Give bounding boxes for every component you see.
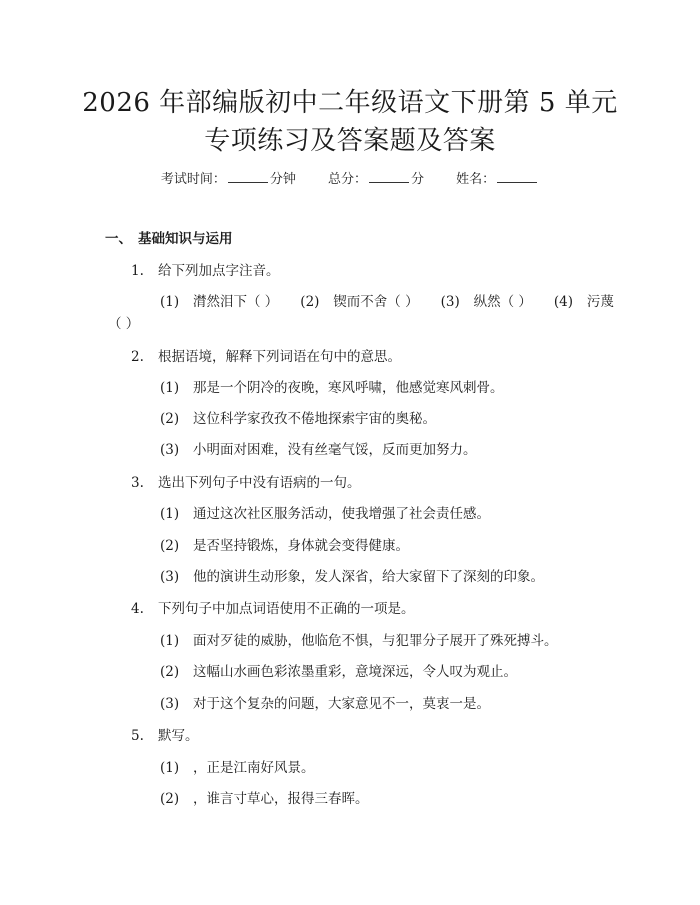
question-text: 给下列加点字注音。 bbox=[158, 263, 280, 279]
question-text: 下列句子中加点词语使用不正确的一项是。 bbox=[158, 601, 415, 617]
item-text: 锲而不舍（ ） bbox=[333, 294, 419, 310]
item-number: (2) bbox=[160, 791, 180, 807]
item-text: ，正是江南好风景。 bbox=[193, 760, 315, 776]
student-name-label: 姓名： bbox=[456, 172, 496, 187]
section-heading bbox=[105, 230, 233, 248]
sub-item bbox=[160, 568, 544, 586]
document-title-line1: 2026 年部编版初中二年级语文下册第 5 单元 bbox=[82, 88, 618, 118]
sub-item bbox=[160, 759, 315, 777]
sub-item bbox=[160, 505, 490, 523]
document-title-line2: 专项练习及答案题及答案 bbox=[204, 126, 496, 156]
question-1 bbox=[131, 262, 280, 280]
sub-item bbox=[160, 441, 477, 459]
item-number: (3) bbox=[160, 569, 180, 585]
total-score-unit: 分 bbox=[411, 172, 425, 187]
item-text: ，谁言寸草心，报得三春晖。 bbox=[193, 791, 369, 807]
sub-item bbox=[160, 695, 490, 713]
item-number: (1) bbox=[160, 506, 180, 522]
section-title: 基础知识与运用 bbox=[138, 231, 233, 247]
item-text: 那是一个阴冷的夜晚，寒风呼啸，他感觉寒风刺骨。 bbox=[193, 380, 504, 396]
exam-time-field bbox=[161, 168, 296, 187]
question-number: 5. bbox=[131, 728, 144, 744]
pinyin-wrap-line: （ ） bbox=[108, 316, 140, 332]
item-number: (1) bbox=[160, 380, 180, 396]
item-text: 这位科学家孜孜不倦地探索宇宙的奥秘。 bbox=[193, 411, 436, 427]
item-number: (3) bbox=[160, 442, 180, 458]
item-number: (3) bbox=[160, 696, 180, 712]
item-number: (1) bbox=[160, 633, 180, 649]
item-text: 潸然泪下（ ） bbox=[193, 294, 279, 310]
item-number: (1) bbox=[160, 760, 180, 776]
exam-info-row bbox=[0, 168, 700, 187]
item-text: 污蔑 bbox=[586, 294, 614, 310]
question-3 bbox=[131, 474, 361, 492]
section-number: 一、 bbox=[105, 231, 132, 247]
item-number: (3) bbox=[440, 294, 460, 310]
item-text: 面对歹徒的威胁，他临危不惧，与犯罪分子展开了殊死搏斗。 bbox=[193, 633, 558, 649]
question-number: 4. bbox=[131, 601, 144, 617]
sub-item bbox=[160, 632, 558, 650]
question-number: 2. bbox=[131, 349, 144, 365]
exam-time-unit: 分钟 bbox=[269, 172, 296, 187]
exam-time-blank[interactable] bbox=[228, 170, 268, 183]
exam-time-label: 考试时间： bbox=[160, 172, 226, 187]
item-text: 纵然（ ） bbox=[473, 294, 532, 310]
sub-item bbox=[160, 663, 517, 681]
item-number: (2) bbox=[160, 411, 180, 427]
sub-item bbox=[160, 379, 504, 397]
question-5 bbox=[131, 727, 199, 745]
item-text: 通过这次社区服务活动，使我增强了社会责任感。 bbox=[193, 506, 490, 522]
student-name-field bbox=[456, 168, 539, 187]
item-text: 他的演讲生动形象，发人深省，给大家留下了深刻的印象。 bbox=[193, 569, 544, 585]
sub-item bbox=[160, 537, 409, 555]
pinyin-items-row bbox=[160, 293, 614, 311]
total-score-field bbox=[328, 168, 424, 187]
item-number: (1) bbox=[160, 294, 180, 310]
question-4 bbox=[131, 600, 415, 618]
question-text: 选出下列句子中没有语病的一句。 bbox=[158, 475, 361, 491]
total-score-label: 总分： bbox=[327, 172, 367, 187]
question-text: 根据语境，解释下列词语在句中的意思。 bbox=[158, 349, 401, 365]
item-number: (2) bbox=[160, 664, 180, 680]
question-number: 3. bbox=[131, 475, 144, 491]
sub-item bbox=[160, 410, 436, 428]
item-number: (4) bbox=[553, 294, 574, 310]
item-text: 这幅山水画色彩浓墨重彩，意境深远，令人叹为观止。 bbox=[193, 664, 517, 680]
item-number: (2) bbox=[300, 294, 320, 310]
question-2 bbox=[131, 348, 401, 366]
item-text: 小明面对困难，没有丝毫气馁，反而更加努力。 bbox=[193, 442, 477, 458]
item-text: 对于这个复杂的问题，大家意见不一，莫衷一是。 bbox=[193, 696, 490, 712]
item-number: (2) bbox=[160, 538, 180, 554]
sub-item bbox=[160, 790, 369, 808]
question-number: 1. bbox=[131, 263, 144, 279]
item-text: 是否坚持锻炼，身体就会变得健康。 bbox=[193, 538, 409, 554]
total-score-blank[interactable] bbox=[369, 170, 409, 183]
question-text: 默写。 bbox=[158, 728, 199, 744]
student-name-blank[interactable] bbox=[497, 170, 537, 183]
